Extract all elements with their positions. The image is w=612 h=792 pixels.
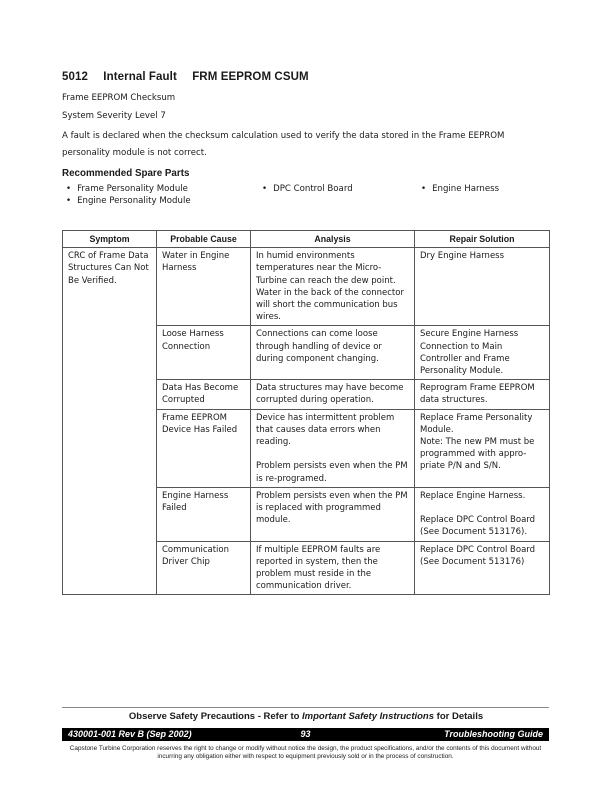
solution-cell: Dry Engine Harness (415, 248, 550, 326)
fault-name: Internal Fault (103, 71, 177, 83)
guide-title: Troubleshooting Guide (444, 729, 543, 739)
spare-part-item: • DPC Control Board (262, 184, 353, 194)
symptom-cell: CRC of Frame Data Structures Can Not Be Verified. (63, 248, 157, 326)
cause-cell: Loose Harness Connection (157, 326, 251, 380)
column-header: Repair Solution (415, 231, 550, 248)
solution-cell: Replace DPC Control Board (See Document 513176) (415, 541, 550, 595)
fault-code: 5012 (62, 71, 88, 83)
table-row (63, 380, 550, 409)
troubleshooting-table (62, 230, 550, 595)
column-header: Analysis (251, 231, 415, 248)
table-row (63, 248, 550, 326)
solution-cell: Replace Frame Personality Module. Note: The new PM must be programmed with appro-priate P/N and S/N. (415, 409, 550, 487)
analysis-cell: Device has intermittent problem that causes data errors when reading. Problem persists even when the PM is re-programed. (251, 409, 415, 487)
column-header: Probable Cause (157, 231, 251, 248)
analysis-cell: Connections can come loose through handling of device or during component changing. (251, 326, 415, 380)
legal-disclaimer: Capstone Turbine Corporation reserves the right to change or modify without notice the design, the product specifications, and/or the contents of this document without incurring any obligation either with respect to equipment previously sold or in the process of construction. (69, 745, 542, 760)
table-row (63, 487, 550, 541)
fault-short-name: FRM EEPROM CSUM (192, 71, 309, 83)
section-title (62, 71, 321, 83)
safety-notice: Observe Safety Precautions - Refer to Important Safety Instructions for Details (128, 711, 484, 722)
solution-cell: Replace Engine Harness. Replace DPC Control Board (See Document 513176). (415, 487, 550, 541)
solution-cell: Reprogram Frame EEPROM data structures. (415, 380, 550, 409)
analysis-cell: Data structures may have become corrupted during operation. (251, 380, 415, 409)
analysis-cell: If multiple EEPROM faults are reported in system, then the problem must reside in the communication driver. (251, 541, 415, 595)
safety-instructions-ref: Important Safety Instructions (302, 711, 435, 722)
column-header: Symptom (63, 231, 157, 248)
cause-cell: Data Has Become Corrupted (157, 380, 251, 409)
table-header-row (63, 231, 550, 248)
page-number: 93 (300, 729, 311, 739)
footer-divider (62, 707, 549, 708)
cause-cell: Engine Harness Failed (157, 487, 251, 541)
fault-long-name: Frame EEPROM Checksum (62, 93, 176, 103)
solution-cell: Secure Engine Harness Connection to Main Controller and Frame Personality Module. (415, 326, 550, 380)
analysis-cell: In humid environments temperatures near the Micro-Turbine can reach the dew point. Water in the back of the connector will short the communication bus wires. (251, 248, 415, 326)
fault-description: A fault is declared when the checksum calculation used to verify the data stored in the Frame EEPROM personality module is not correct. (62, 131, 505, 158)
cause-cell: Frame EEPROM Device Has Failed (157, 409, 251, 487)
spare-part-item: • Engine Personality Module (66, 196, 191, 206)
spares-heading: Recommended Spare Parts (62, 168, 190, 179)
table-row (63, 541, 550, 595)
severity-level: System Severity Level 7 (62, 111, 166, 121)
table-row (63, 409, 550, 487)
analysis-cell: Problem persists even when the PM is replaced with programmed module. (251, 487, 415, 541)
table-row (63, 326, 550, 380)
cause-cell: Water in Engine Harness (157, 248, 251, 326)
footer-bar (62, 728, 549, 741)
cause-cell: Communication Driver Chip (157, 541, 251, 595)
spare-part-item: • Engine Harness (421, 184, 499, 194)
document-revision: 430001-001 Rev B (Sep 2002) (68, 729, 192, 739)
spare-part-item: • Frame Personality Module (66, 184, 188, 194)
